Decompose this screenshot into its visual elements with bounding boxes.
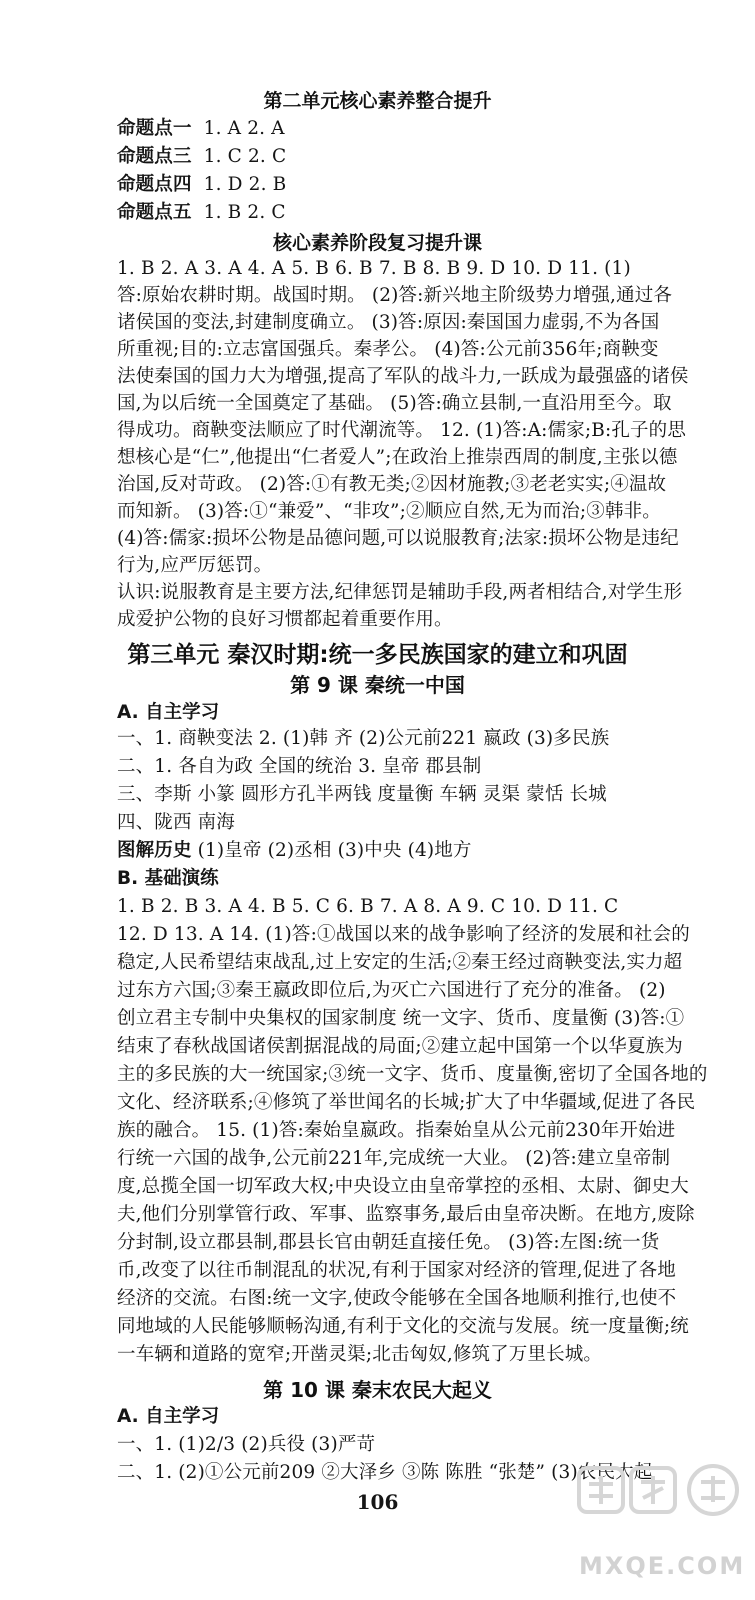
text-line: 过东方六国;③秦王嬴政即位后,为灭亡六国进行了充分的准备。 (2) — [117, 980, 666, 1001]
point-answers: 1. D 2. B — [203, 174, 287, 195]
part-heading: B. 基础演练 — [117, 868, 219, 889]
text-line: 同地域的人民能够顺畅沟通,有利于文化的交流与发展。统一度量衡;统 — [117, 1316, 689, 1337]
answer-row — [117, 144, 745, 170]
text-line: 夫,他们分别掌管行政、军事、监察事务,最后由皇帝决断。在地方,废除 — [117, 1204, 695, 1225]
text-line: 二、1. (2)①公元前209 ②大泽乡 ③陈 陈胜 “张楚” (3)农民大起 — [117, 1462, 653, 1483]
watermark-text: MXQE.COM — [579, 1552, 746, 1580]
point-answers: 1. C 2. C — [203, 146, 287, 167]
text-line: 法使秦国的国力大为增强,提高了军队的战斗力,一跃成为最强盛的诸侯 — [117, 366, 689, 387]
diagram-answers: (1)皇帝 (2)丞相 (3)中央 (4)地方 — [191, 840, 472, 861]
text-line: 一、1. 商鞅变法 2. (1)韩 齐 (2)公元前221 嬴政 (3)多民族 — [117, 728, 610, 749]
answer-row — [117, 116, 745, 142]
review-title: 核心素养阶段复习提升课 — [272, 232, 482, 254]
unit-title: 第三单元 秦汉时期:统一多民族国家的建立和巩固 — [127, 642, 628, 668]
lesson-title: 第 10 课 秦末农民大起义 — [263, 1378, 492, 1402]
text-line: 行为,应严厉惩罚。 — [117, 555, 273, 576]
lesson-title: 第 9 课 秦统一中国 — [290, 673, 465, 697]
text-line: 答:原始农耕时期。战国时期。 (2)答:新兴地主阶级势力增强,通过各 — [117, 285, 673, 306]
text-line: 文化、经济联系;④修筑了举世闻名的长城;扩大了中华疆域,促进了各民 — [117, 1092, 696, 1113]
part-heading: A. 自主学习 — [117, 702, 220, 723]
text-line: 族的融合。 15. (1)答:秦始皇嬴政。指秦始皇从公元前230年开始进 — [117, 1120, 676, 1141]
text-line: 度,总揽全国一切军政大权;中央设立由皇帝掌控的丞相、太尉、御史大 — [117, 1176, 689, 1197]
text-line: (4)答:儒家:损坏公物是品德问题,可以说服教育;法家:损坏公物是违纪 — [117, 528, 679, 549]
text-line: 1. B 2. A 3. A 4. A 5. B 6. B 7. B 8. B 9. D 10. D 11. (1) — [117, 258, 631, 279]
text-line: 稳定,人民希望结束战乱,过上安定的生活;②秦王经过商鞅变法,实力超 — [117, 952, 683, 973]
text-line: 三、李斯 小篆 圆形方孔半两钱 度量衡 车辆 灵渠 蒙恬 长城 — [117, 784, 607, 805]
point-label: 命题点五 — [117, 202, 192, 223]
text-line: 分封制,设立郡县制,郡县长官由朝廷直接任免。 (3)答:左图:统一货 — [117, 1232, 660, 1253]
text-line: 成爱护公物的良好习惯都起着重要作用。 — [117, 609, 453, 630]
text-line — [117, 838, 745, 864]
point-label: 命题点一 — [117, 118, 192, 139]
text-line: 而知新。 (3)答:①“兼爱”、“非攻”;②顺应自然,无为而治;③韩非。 — [117, 501, 661, 522]
text-line: 一、1. (1)2/3 (2)兵役 (3)严苛 — [117, 1434, 376, 1455]
text-line: 行统一六国的战争,公元前221年,完成统一大业。 (2)答:建立皇帝制 — [117, 1148, 671, 1169]
text-line: 12. D 13. A 14. (1)答:①战国以来的战争影响了经济的发展和社会的 — [117, 924, 690, 945]
text-line: 所重视;目的:立志富国强兵。秦孝公。 (4)答:公元前356年;商鞅变 — [117, 339, 659, 360]
part-heading: A. 自主学习 — [117, 1406, 220, 1427]
point-answers: 1. A 2. A — [203, 118, 285, 139]
text-line: 认识:说服教育是主要方法,纪律惩罚是辅助手段,两者相结合,对学生形 — [117, 582, 683, 603]
text-line: 结束了春秋战国诸侯割据混战的局面;②建立起中国第一个以华夏族为 — [117, 1036, 683, 1057]
text-line: 经济的交流。右图:统一文字,使政令能够在全国各地顺利推行,也使不 — [117, 1288, 677, 1309]
text-line: 二、1. 各自为政 全国的统治 3. 皇帝 郡县制 — [117, 756, 482, 777]
point-label: 命题点四 — [117, 174, 192, 195]
text-line: 1. B 2. B 3. A 4. B 5. C 6. B 7. A 8. A 9. C 10. D 11. C — [117, 896, 619, 917]
text-line: 得成功。商鞅变法顺应了时代潮流等。 12. (1)答:A:儒家;B:孔子的思 — [117, 420, 686, 441]
text-line: 币,改变了以往币制混乱的状况,有利于国家对经济的管理,促进了各地 — [117, 1260, 676, 1281]
page-number: 106 — [356, 1490, 399, 1514]
text-line: 诸侯国的变法,封建制度确立。 (3)答:原因:秦国国力虚弱,不为各国 — [117, 312, 660, 333]
watermark-logo — [575, 1462, 747, 1592]
answer-row — [117, 172, 745, 198]
text-line: 治国,反对苛政。 (2)答:①有教无类;②因材施教;③老老实实;④温故 — [117, 474, 667, 495]
text-line: 主的多民族的大一统国家;③统一文字、货币、度量衡,密切了全国各地的 — [117, 1064, 708, 1085]
point-label: 命题点三 — [117, 146, 192, 167]
text-line: 四、陇西 南海 — [117, 812, 235, 833]
text-line: 创立君主专制中央集权的国家制度 统一文字、货币、度量衡 (3)答:① — [117, 1008, 685, 1029]
answer-row — [117, 200, 745, 226]
point-answers: 1. B 2. C — [203, 202, 286, 223]
text-line: 想核心是“仁”,他提出“仁者爱人”;在政治上推崇西周的制度,主张以德 — [117, 447, 678, 468]
text-line: 国,为以后统一全国奠定了基础。 (5)答:确立县制,一直沿用至今。取 — [117, 393, 672, 414]
section-title: 第二单元核心素养整合提升 — [263, 90, 492, 112]
text-line: 一车辆和道路的宽窄;开凿灵渠;北击匈奴,修筑了万里长城。 — [117, 1344, 603, 1365]
diagram-label: 图解历史 — [117, 840, 192, 861]
